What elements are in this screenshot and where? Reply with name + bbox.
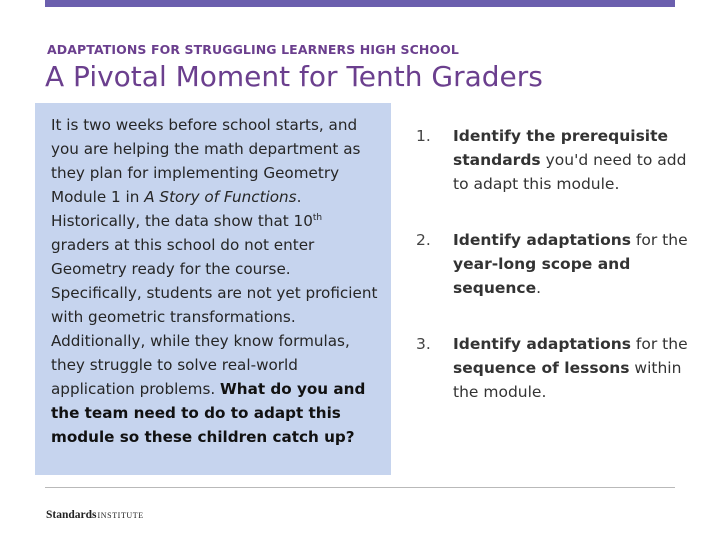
footer-divider <box>45 487 675 488</box>
task-bold: Identify adaptations <box>453 335 631 353</box>
task-number: 2. <box>416 231 431 249</box>
task-text-end: within the module. <box>453 359 682 401</box>
scenario-text-1: It is two weeks before school starts, and you are helping the math department as they plan for implementing Geometry Module 1 in <box>51 116 361 206</box>
task-list <box>416 124 706 404</box>
task-item-3 <box>416 332 706 404</box>
task-text-end: . <box>536 279 542 297</box>
task-bold: Identify adaptations <box>453 231 631 249</box>
scenario-text-2: . Historically, the data show that 10 <box>51 188 313 230</box>
scenario-panel <box>35 103 391 475</box>
task-text: for the <box>631 231 688 249</box>
slide-title: A Pivotal Moment for Tenth Graders <box>45 60 543 93</box>
task-item-2 <box>416 228 706 300</box>
task-number: 3. <box>416 335 431 353</box>
task-text: you'd need to add to adapt this module. <box>453 151 687 193</box>
top-accent-bar <box>45 0 675 7</box>
logo-small-text: INSTITUTE <box>97 511 144 520</box>
scenario-text-3: graders at this school do not enter Geometry ready for the course. Specifically, students are not yet proficient with geometric transformations. Additionally, while they know formulas, they struggle to solve real-world application problems. <box>51 236 378 398</box>
section-eyebrow: ADAPTATIONS FOR STRUGGLING LEARNERS HIGH SCHOOL <box>47 42 459 57</box>
logo-bold-text: Standards <box>46 509 97 521</box>
scenario-question: What do you and the team need to do to adapt this module so these children catch up? <box>51 380 366 446</box>
standards-institute-logo <box>46 503 144 522</box>
scenario-superscript: th <box>312 212 323 223</box>
task-number: 1. <box>416 127 431 145</box>
task-item-1 <box>416 124 706 196</box>
task-bold-2: year-long scope and sequence <box>453 255 631 297</box>
task-bold-2: sequence of lessons <box>453 359 630 377</box>
scenario-italic-title: A Story of Functions <box>144 188 297 206</box>
task-bold: Identify the prerequisite standards <box>453 127 669 169</box>
task-text: for the <box>631 335 688 353</box>
